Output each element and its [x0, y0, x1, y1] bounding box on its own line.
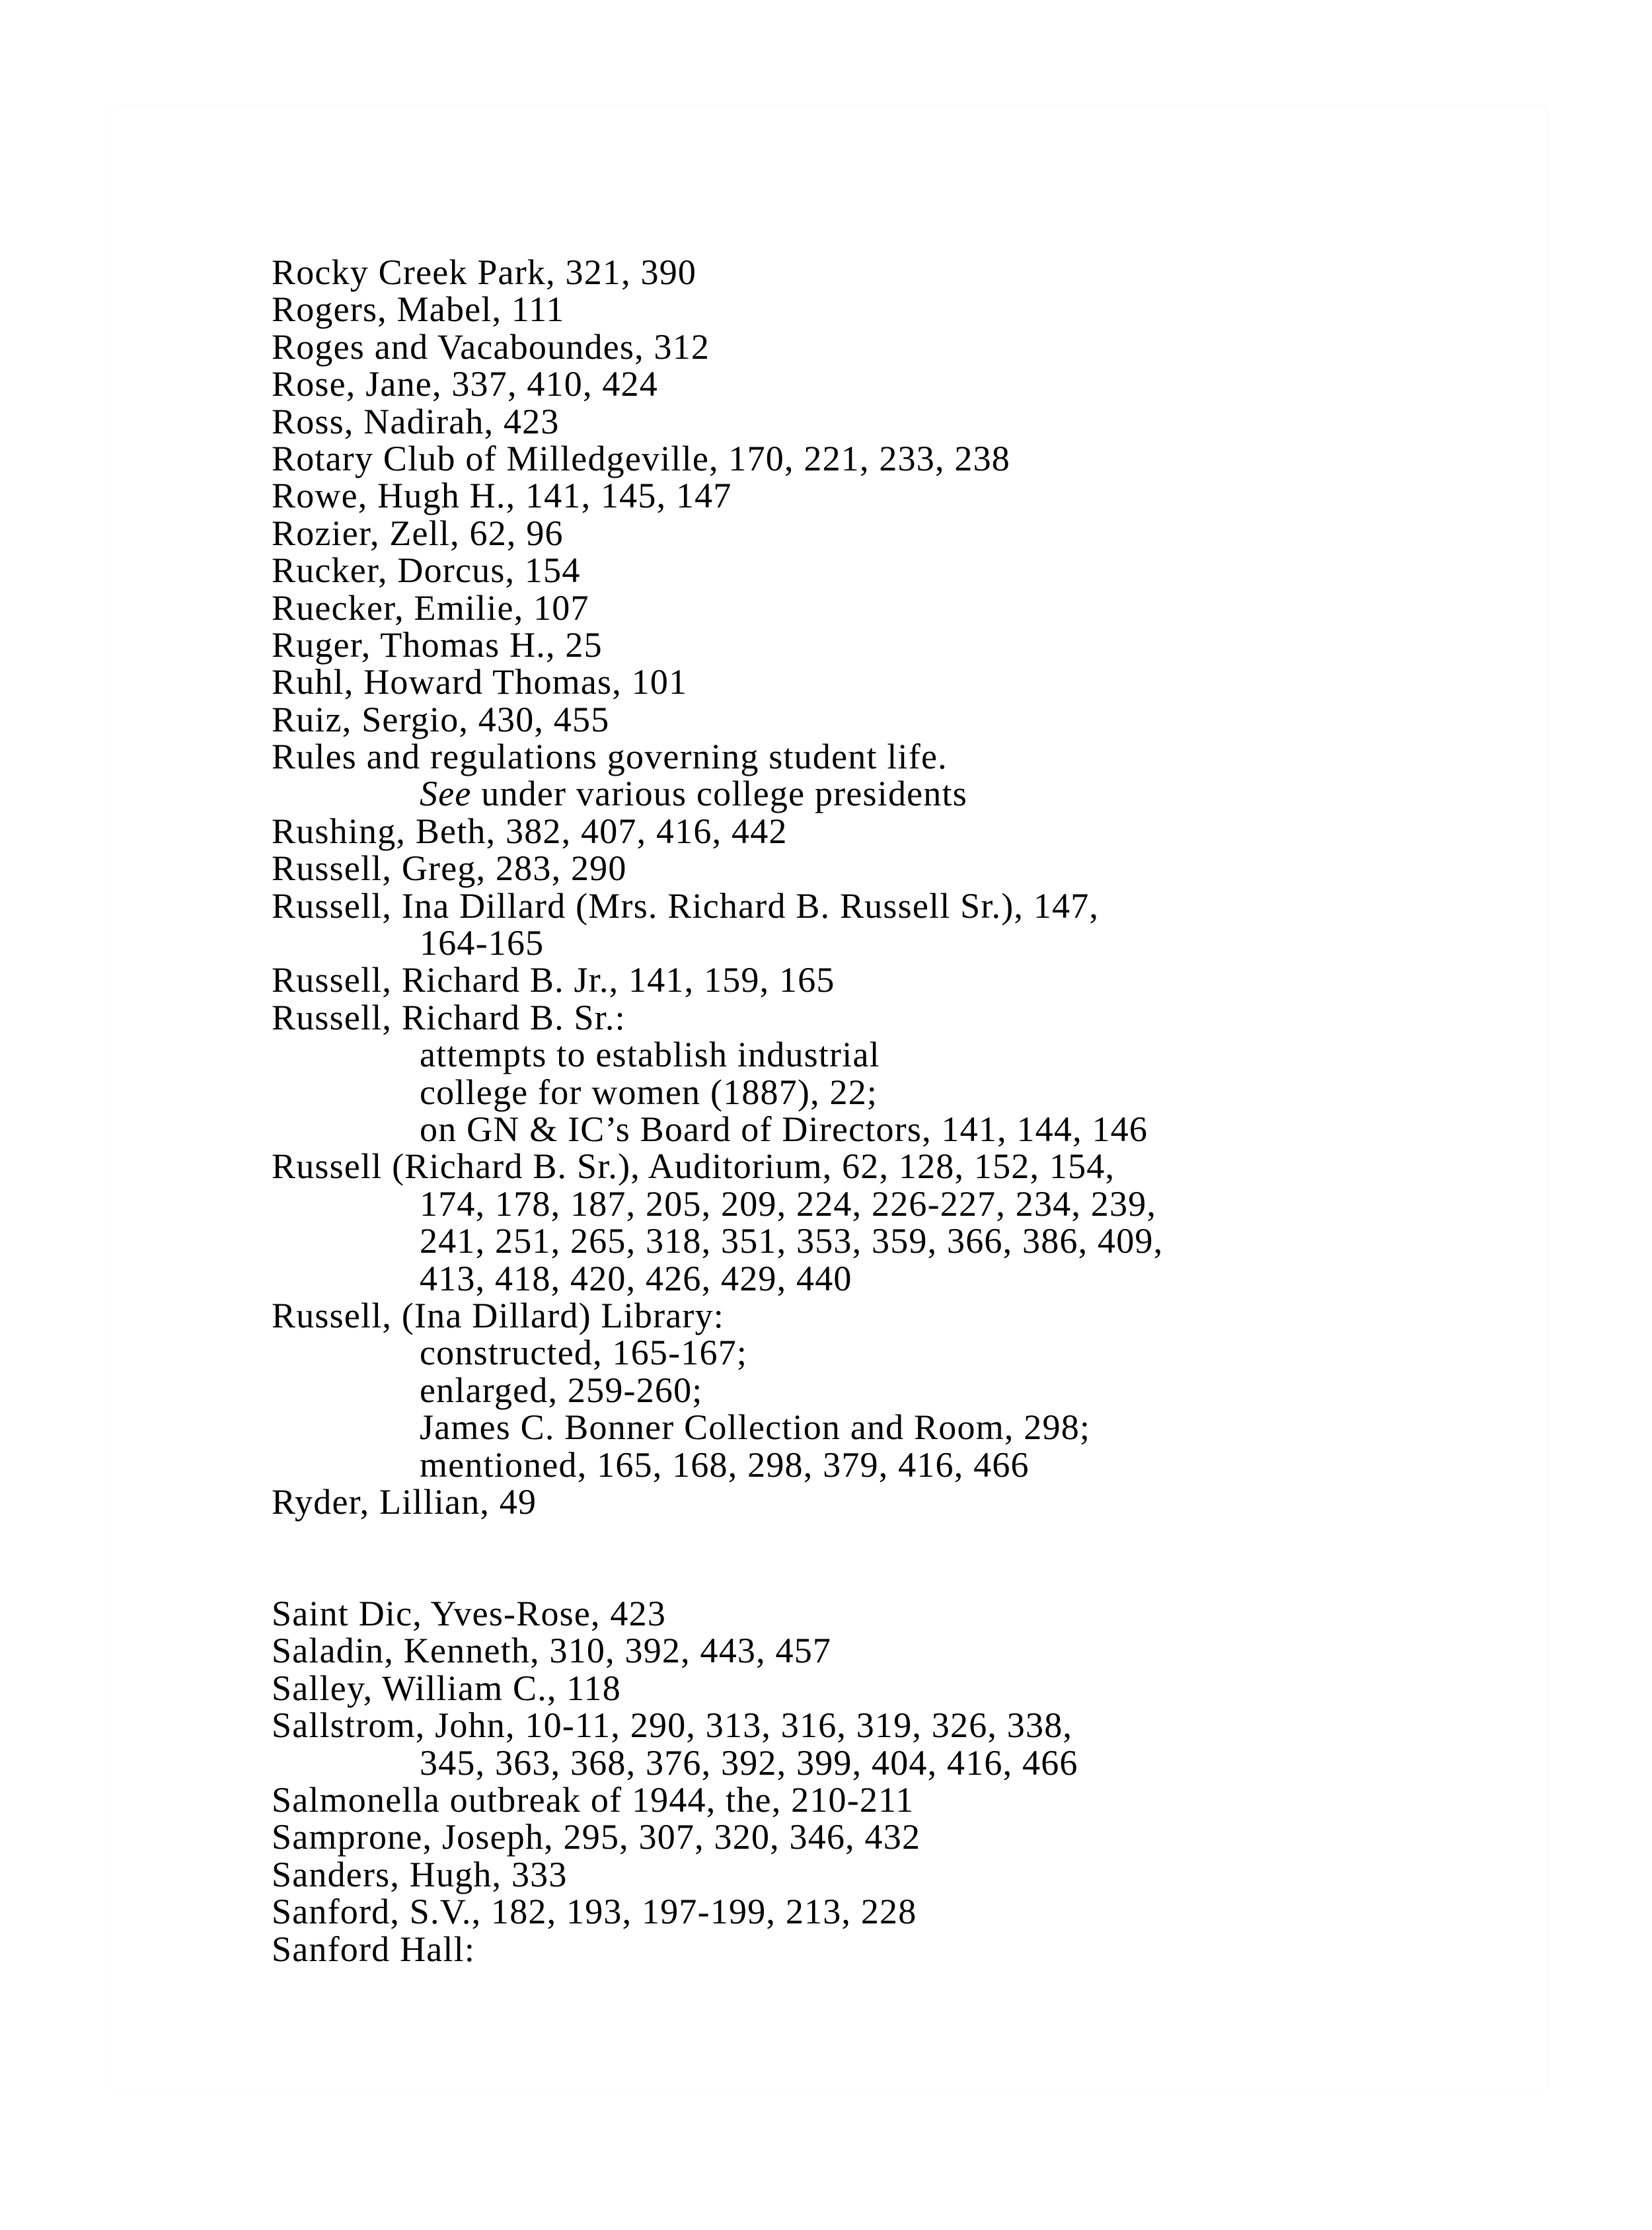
- index-subentry: constructed, 165-167;: [420, 1333, 748, 1373]
- index-entry: Saladin, Kenneth, 310, 392, 443, 457: [272, 1631, 832, 1671]
- index-entry: Rules and regulations governing student life.: [272, 737, 948, 777]
- index-entry: Sallstrom, John, 10-11, 290, 313, 316, 319, 326, 338,: [272, 1705, 1073, 1746]
- index-entry: Ryder, Lillian, 49: [272, 1481, 537, 1522]
- index-entry: Sanford Hall:: [272, 1929, 476, 1969]
- index-entry: Rotary Club of Milledgeville, 170, 221, 233, 238: [272, 438, 1011, 478]
- index-entry: Ruecker, Emilie, 107: [272, 587, 589, 628]
- index-continuation: 164-165: [420, 923, 544, 963]
- index-entry: Russell (Richard B. Sr.), Auditorium, 62, 128, 152, 154,: [272, 1146, 1115, 1187]
- index-subentry: on GN & IC’s Board of Directors, 141, 144, 146: [420, 1109, 1148, 1149]
- index-entry: Sanford, S.V., 182, 193, 197-199, 213, 228: [272, 1892, 917, 1932]
- see-reference-text: under various college presidents: [471, 774, 967, 814]
- index-entry: Roges and Vacaboundes, 312: [272, 326, 710, 367]
- index-list: [272, 254, 1593, 1968]
- index-entry: Russell, Ina Dillard (Mrs. Richard B. Russell Sr.), 147,: [272, 885, 1100, 926]
- index-entry: Rozier, Zell, 62, 96: [272, 513, 564, 553]
- index-subentry: mentioned, 165, 168, 298, 379, 416, 466: [420, 1444, 1030, 1485]
- index-entry: Rogers, Mabel, 111: [272, 289, 565, 330]
- index-entry: Russell, Greg, 283, 290: [272, 848, 627, 889]
- index-subentry: college for women (1887), 22;: [420, 1072, 878, 1112]
- index-continuation: 345, 363, 368, 376, 392, 399, 404, 416, 466: [420, 1742, 1078, 1783]
- index-continuation: 174, 178, 187, 205, 209, 224, 226-227, 234, 239,: [420, 1183, 1157, 1224]
- index-entry: Samprone, Joseph, 295, 307, 320, 346, 432: [272, 1817, 921, 1857]
- index-entry: Salley, William C., 118: [272, 1668, 621, 1708]
- index-continuation: 413, 418, 420, 426, 429, 440: [420, 1258, 852, 1298]
- index-subentry: James C. Bonner Collection and Room, 298;: [420, 1407, 1091, 1448]
- index-entry: Salmonella outbreak of 1944, the, 210-211: [272, 1780, 915, 1820]
- index-entry: Rucker, Dorcus, 154: [272, 550, 581, 591]
- section-gap: [272, 1520, 1593, 1595]
- index-entry: Ruger, Thomas H., 25: [272, 624, 603, 665]
- index-entry: Russell, Richard B. Jr., 141, 159, 165: [272, 960, 835, 1000]
- index-entry: Saint Dic, Yves-Rose, 423: [272, 1594, 667, 1634]
- index-subentry: [272, 775, 1593, 812]
- index-subentry: enlarged, 259-260;: [420, 1370, 703, 1410]
- index-entry: Ruiz, Sergio, 430, 455: [272, 699, 610, 739]
- index-entry: Rocky Creek Park, 321, 390: [272, 252, 697, 292]
- see-reference: See: [420, 774, 472, 814]
- index-entry: Rushing, Beth, 382, 407, 416, 442: [272, 811, 788, 851]
- index-entry: Russell, Richard B. Sr.:: [272, 997, 626, 1037]
- index-subentry: attempts to establish industrial: [420, 1035, 880, 1075]
- index-entry: Sanders, Hugh, 333: [272, 1854, 568, 1894]
- index-continuation: 241, 251, 265, 318, 351, 353, 359, 366, 386, 409,: [420, 1221, 1164, 1261]
- index-entry: Ruhl, Howard Thomas, 101: [272, 662, 688, 702]
- index-entry: Rose, Jane, 337, 410, 424: [272, 364, 658, 404]
- index-entry: Russell, (Ina Dillard) Library:: [272, 1295, 725, 1335]
- index-entry: Rowe, Hugh H., 141, 145, 147: [272, 476, 732, 516]
- index-entry: Ross, Nadirah, 423: [272, 401, 560, 441]
